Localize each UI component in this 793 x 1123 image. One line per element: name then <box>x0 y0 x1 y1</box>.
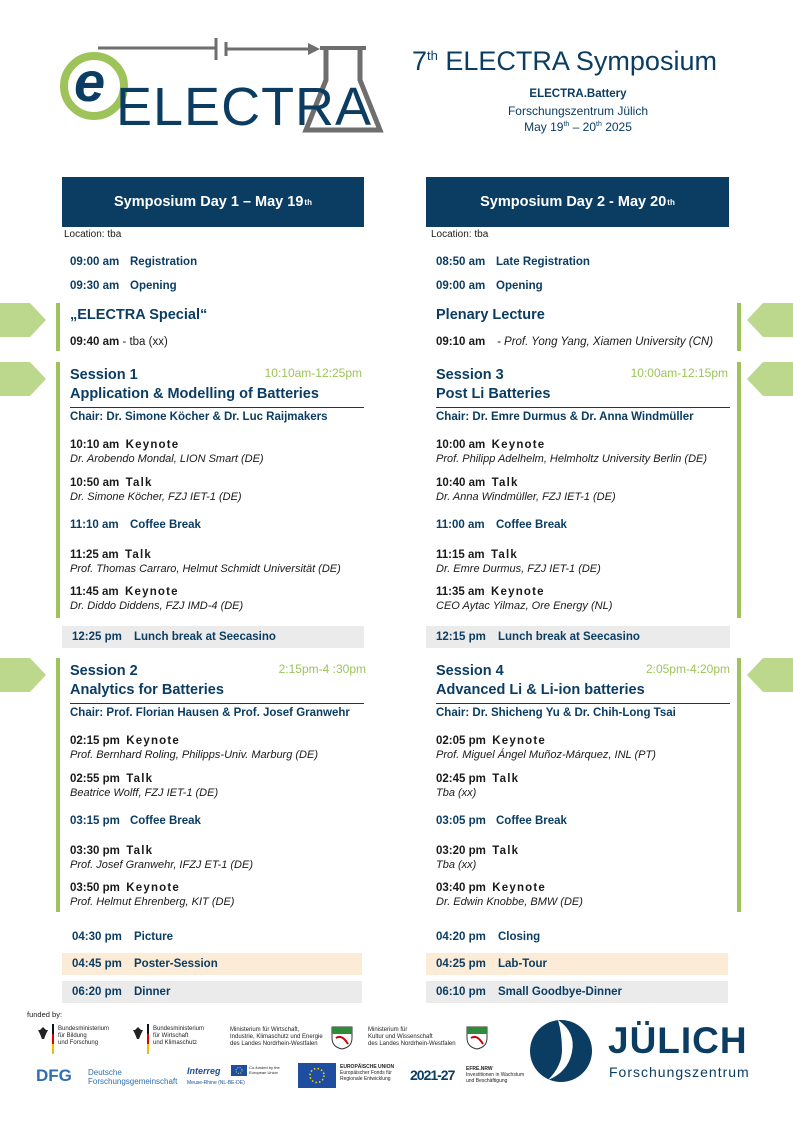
day1-opening: 09:30 am Opening <box>70 280 177 292</box>
session1-event-4: 11:45 am Keynote Dr. Diddo Diddens, FZJ IMD-4 (DE) <box>70 586 244 612</box>
day2-plenary-bar <box>737 303 741 351</box>
bmwk-logo: Bundesministerium für Wirtschaft und Klimaschutz <box>132 1024 227 1064</box>
day2-late-registration: 08:50 am Late Registration <box>436 256 590 268</box>
dfg-logo: DFG Deutsche Forschungsgemeinschaft <box>36 1066 178 1086</box>
session2-bar <box>56 658 60 912</box>
session3-event-3: 11:15 am Talk Dr. Emre Durmus, FZJ IET-1 (DE) <box>436 549 601 575</box>
electra-logo <box>58 36 388 136</box>
session3-event-1: 10:00 am Keynote Prof. Philipp Adelhelm, Helmholtz University Berlin (DE) <box>436 439 708 465</box>
day1-dinner: 06:20 pm Dinner <box>62 981 362 1003</box>
session2-rule <box>70 703 364 704</box>
session3-rule <box>436 407 730 408</box>
day2-closing: 04:20 pm Closing <box>436 931 541 943</box>
session2-event-1: 02:15 pm Keynote Prof. Bernhard Roling, Philipps-Univ. Marburg (DE) <box>70 735 318 761</box>
session3-event-2: 10:40 am Talk Dr. Anna Windmüller, FZJ IET-1 (DE) <box>436 477 616 503</box>
session4-title: Session 4 Advanced Li & Li-ion batteries <box>436 663 645 698</box>
interreg-logo: Interreg Co-funded by the European Union Meuse-Rhine (NL-BE-DE) <box>187 1065 280 1086</box>
electra-special-item: 09:40 am - tba (xx) <box>70 336 168 348</box>
nrw-crest-icon <box>466 1026 488 1050</box>
session4-chair: Chair: Dr. Shicheng Yu & Dr. Chih-Long Tsai <box>436 707 676 719</box>
session2-event-3: 03:30 pm Talk Prof. Josef Granwehr, IFZJ ET-1 (DE) <box>70 845 253 871</box>
day2-lunch-band: 12:15 pm Lunch break at Seecasino <box>426 626 730 648</box>
session3-chair: Chair: Dr. Emre Durmus & Dr. Anna Windmüller <box>436 411 694 423</box>
session3-event-4: 11:35 am Keynote CEO Aytac Yilmaz, Ore Energy (NL) <box>436 586 613 612</box>
efre-nrw-logo: 2021-27 EFRE.NRW Investitionen in Wachstum und Beschäftigung <box>410 1066 525 1084</box>
session4-event-2: 02:45 pm Talk Tba (xx) <box>436 773 520 799</box>
session1-title: Session 1 Application & Modelling of Batteries <box>70 367 319 402</box>
eagle-icon <box>132 1026 144 1040</box>
session1-time: 10:10am-12:25pm <box>264 366 362 380</box>
event-venue: Forschungszentrum Jülich <box>507 104 649 118</box>
day1-location: Location: tba <box>64 229 122 240</box>
day1-header: Symposium Day 1 – May 19 th <box>62 177 364 227</box>
session2-event-2: 02:55 pm Talk Beatrice Wolff, FZJ IET-1 (DE) <box>70 773 219 799</box>
day1-poster-session: 04:45 pm Poster-Session <box>62 953 362 975</box>
session4-bar <box>737 658 741 912</box>
mwike-nrw-logo: Ministerium für Wirtschaft, Industrie, Klimaschutz und Energie des Landes Nordrhein-Westfalen <box>230 1025 355 1061</box>
juelich-logo: JÜLICH Forschungszentrum <box>528 1018 760 1088</box>
session1-bar <box>56 362 60 618</box>
day2-location: Location: tba <box>431 229 489 240</box>
session4-arrow-marker <box>747 658 793 692</box>
funded-by-label: funded by: <box>27 1010 63 1019</box>
day1-lunch-band: 12:25 pm Lunch break at Seecasino <box>62 626 364 648</box>
day2-header: Symposium Day 2 - May 20 th <box>426 177 729 227</box>
session1-event-2: 10:50 am Talk Dr. Simone Köcher, FZJ IET-1 (DE) <box>70 477 242 503</box>
day1-registration: 09:00 am Registration <box>70 256 198 268</box>
eagle-icon <box>37 1026 49 1040</box>
event-subtitle: ELECTRA.Battery <box>529 88 627 100</box>
session3-coffee-break: 11:00 am Coffee Break <box>436 519 567 531</box>
session1-event-1: 10:10 am Keynote Dr. Arobendo Mondal, LION Smart (DE) <box>70 439 264 465</box>
session4-event-4: 03:40 pm Keynote Dr. Edwin Knobbe, BMW (DE) <box>436 882 583 908</box>
plenary-lecture-item: 09:10 am - Prof. Yong Yang, Xiamen University (CN) <box>436 336 714 348</box>
session1-rule <box>70 407 364 408</box>
session2-chair: Chair: Prof. Florian Hausen & Prof. Josef Granwehr <box>70 707 350 719</box>
juelich-emblem-icon <box>528 1018 594 1084</box>
session2-title: Session 2 Analytics for Batteries <box>70 663 224 698</box>
electra-special-title: „ELECTRA Special“ <box>70 307 208 323</box>
session4-event-1: 02:05 pm Keynote Prof. Miguel Ángel Muñoz-Márquez, INL (PT) <box>436 735 656 761</box>
day2-goodbye-dinner: 06:10 pm Small Goodbye-Dinner <box>426 981 728 1003</box>
eu-efre-logo: EUROPÄISCHE UNION Europäischer Fonds für Regionale Entwicklung <box>298 1063 406 1091</box>
session2-coffee-break: 03:15 pm Coffee Break <box>70 815 201 827</box>
session1-chair: Chair: Dr. Simone Köcher & Dr. Luc Raijmakers <box>70 411 328 423</box>
session4-time: 2:05pm-4:20pm <box>645 662 730 676</box>
right-arrow-marker <box>747 303 793 337</box>
session4-rule <box>436 703 730 704</box>
session3-arrow-marker <box>747 362 793 396</box>
day1-picture: 04:30 pm Picture <box>72 931 173 943</box>
left-arrow-marker <box>0 303 46 337</box>
session3-bar <box>737 362 741 618</box>
session2-arrow-marker <box>0 658 46 692</box>
session2-time: 2:15pm-4 :30pm <box>278 662 366 676</box>
session3-title: Session 3 Post Li Batteries <box>436 367 551 402</box>
eu-flag-icon <box>231 1065 247 1076</box>
plenary-lecture-title: Plenary Lecture <box>436 307 545 323</box>
session1-event-3: 11:25 am Talk Prof. Thomas Carraro, Helmut Schmidt Universität (DE) <box>70 549 341 575</box>
day1-special-bar <box>56 303 60 351</box>
session4-coffee-break: 03:05 pm Coffee Break <box>436 815 567 827</box>
logo-wordmark: ELECTRA <box>116 77 373 137</box>
day2-lab-tour: 04:25 pm Lab-Tour <box>426 953 728 975</box>
event-dates: May 19th – 20th 2025 <box>524 120 632 134</box>
logo-e-letter: e <box>74 50 106 113</box>
day2-opening: 09:00 am Opening <box>436 280 543 292</box>
nrw-crest-icon <box>331 1026 353 1050</box>
eu-flag-icon <box>298 1063 336 1088</box>
session2-event-4: 03:50 pm Keynote Prof. Helmut Ehrenberg, KIT (DE) <box>70 882 235 908</box>
session1-coffee-break: 11:10 am Coffee Break <box>70 519 201 531</box>
page-title: 7th ELECTRA Symposium <box>412 46 717 76</box>
session4-event-3: 03:20 pm Talk Tba (xx) <box>436 845 520 871</box>
session1-arrow-marker <box>0 362 46 396</box>
bmbf-logo: Bundesministerium für Bildung und Forschung <box>37 1024 127 1064</box>
mkw-nrw-logo: Ministerium für Kultur und Wissenschaft des Landes Nordrhein-Westfalen <box>368 1025 493 1061</box>
session3-time: 10:00am-12:15pm <box>630 366 728 380</box>
